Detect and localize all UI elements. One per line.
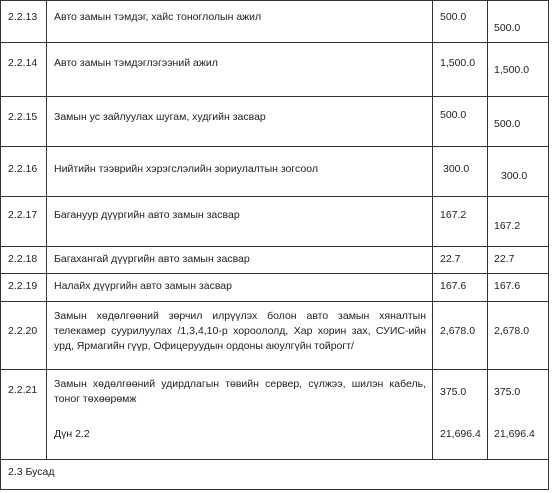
table-row [1,97,549,147]
table-row [1,370,549,422]
row-number: 2.2.21 [8,384,38,396]
row-number: 2.2.15 [8,111,38,123]
table-row [1,43,549,97]
row-description: Авто замын тэмдэг, хайс тоноглолын ажил [54,11,262,23]
row-value-1: 500.0 [440,109,467,121]
section-label: 2.3 Бусад [8,466,55,478]
row-number: 2.2.13 [8,11,38,23]
row-number: 2.2.20 [8,325,38,337]
row-value-1: 300.0 [443,163,470,175]
row-number: 2.2.18 [8,253,38,265]
row-description: Замын хөдөлгөөний зөрчил илрүүлэх болон авто замын хяналтын телекамер суурилуулах /1,3,4,10-р хороололд, Хар хорин зах, СУИС-ийн урд, Ярмагийн гүүр, Офицеруудын ордоны аюулгүйн тойрогт/ [54,310,426,352]
row-value-2: 375.0 [494,386,521,398]
row-number: 2.2.16 [8,163,38,175]
row-description: Налайх дүүргийн авто замын засвар [54,280,232,292]
table-row [1,1,549,43]
row-value-2: 1,500.0 [494,64,530,76]
row-value-2: 2,678.0 [494,325,530,337]
table-row [1,274,549,302]
row-description: Нийтийн тээврийн хэрэгслэлийн зориулалтын зогсоол [54,163,318,175]
table-row [1,147,549,197]
row-number: 2.2.17 [8,209,38,221]
row-value-1: 375.0 [440,386,467,398]
table-row [1,197,549,247]
row-value-1: 167.2 [440,209,467,221]
row-value-2: 300.0 [501,170,528,182]
row-value-1: 167.6 [440,280,467,292]
row-value-1: 1,500.0 [440,57,476,69]
total-label: Дүн 2.2 [54,427,90,440]
row-description: Багахангай дүүргийн авто замын засвар [54,253,250,265]
row-value-2: 500.0 [494,118,521,130]
row-description: Замын ус зайлуулах шугам, худгийн засвар [54,111,266,123]
row-description: Багануур дүүргийн авто замын засвар [54,209,240,221]
total-row [1,422,549,460]
row-value-1: 500.0 [440,11,467,23]
section-row [1,460,549,490]
row-value-2: 167.2 [494,220,521,232]
row-number: 2.2.19 [8,280,38,292]
total-value-1: 21,696.4 [440,427,481,440]
row-description: Замын хөдөлгөөний удирдлагын төвийн сервер, сүлжээ, шилэн кабель, тоног төхөөрөмж [54,378,426,405]
row-description: Авто замын тэмдэглэгээний ажил [54,57,218,69]
total-value-2: 21,696.4 [494,427,535,440]
row-number: 2.2.14 [8,57,38,69]
row-value-1: 22.7 [440,253,461,265]
table-row [1,302,549,370]
row-value-2: 22.7 [494,253,515,265]
row-value-2: 167.6 [494,280,521,292]
table-row [1,247,549,274]
row-value-1: 2,678.0 [440,325,476,337]
row-value-2: 500.0 [494,22,521,34]
